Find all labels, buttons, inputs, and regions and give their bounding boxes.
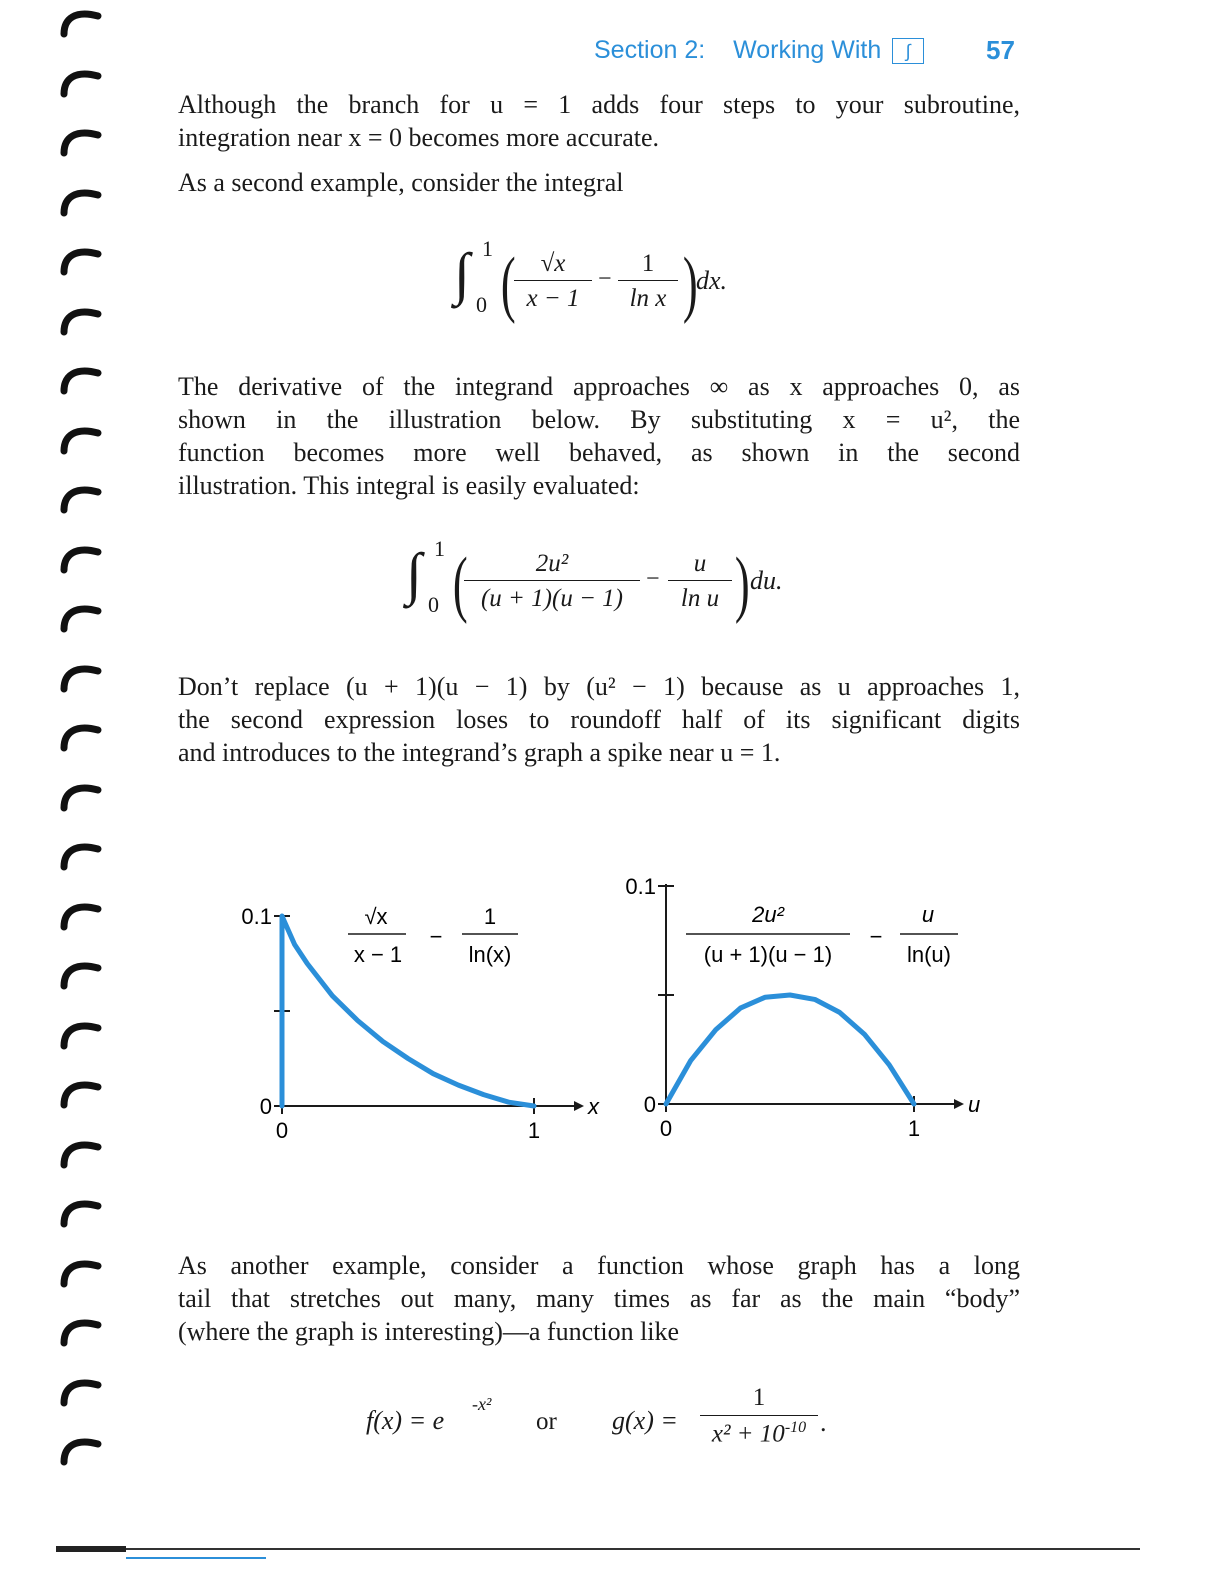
f-exponent: -x²: [472, 1394, 492, 1414]
binding-ring: [58, 482, 102, 512]
numerator-1: √x: [514, 250, 592, 281]
formula-minus: −: [869, 924, 883, 949]
binding-ring: [58, 1256, 102, 1286]
bottom-rule: [56, 1548, 1140, 1550]
upper-limit: 1: [434, 536, 445, 561]
numerator-2: u: [668, 550, 732, 581]
p5-line-1: As another example, consider a function whose graph has a long: [178, 1251, 1020, 1280]
formula-denominator-2: ln(u): [906, 942, 952, 967]
binding-ring: [58, 720, 102, 750]
x-axis-label: x: [588, 1094, 599, 1119]
integral-sign: ∫: [454, 241, 470, 306]
minus-sign: −: [646, 566, 660, 592]
g-definition: g(x) =: [612, 1406, 678, 1435]
numerator-1: 2u²: [464, 550, 640, 581]
binding-ring: [58, 363, 102, 393]
or-word: or: [536, 1408, 557, 1435]
chart-integrand-u: [610, 860, 990, 1150]
g-denominator-exponent: -10: [784, 1419, 807, 1436]
right-paren: ): [734, 543, 750, 625]
denominator-1: (u + 1)(u − 1): [480, 585, 624, 612]
x-axis-arrow: [574, 1101, 584, 1111]
lower-limit: 0: [476, 292, 487, 317]
paragraph-4: [178, 670, 1020, 769]
x-tick-label: 0: [275, 1118, 289, 1143]
y-tick-label: 0: [643, 1092, 656, 1117]
formula-minus: −: [429, 924, 443, 949]
binding-ring: [58, 839, 102, 869]
x-tick-label: 0: [659, 1116, 673, 1141]
binding-ring: [58, 1315, 102, 1345]
lower-limit: 0: [428, 592, 439, 617]
denominator-1: x − 1: [526, 285, 580, 312]
right-paren: ): [682, 243, 698, 325]
binding-ring: [58, 899, 102, 929]
binding-ring: [58, 1434, 102, 1464]
y-tick-label: 0.1: [625, 874, 656, 899]
binding-ring: [58, 1375, 102, 1405]
denominator-2: ln x: [629, 285, 667, 312]
bottom-accent: [126, 1557, 266, 1559]
integrate-key-icon: [892, 38, 924, 64]
binding-ring: [58, 125, 102, 155]
formula-numerator-1: √x: [364, 904, 388, 929]
g-period: .: [820, 1408, 827, 1437]
series-curve: [666, 995, 914, 1104]
section-title: Working With: [733, 36, 882, 64]
p5-line-2: tail that stretches out many, many times as far as the main “body”: [178, 1284, 1020, 1313]
binding-ring: [58, 1137, 102, 1167]
formula-numerator-1: 2u²: [752, 902, 784, 927]
binding-ring: [58, 1196, 102, 1226]
section-label: Section 2:: [594, 36, 706, 64]
fraction-1: [514, 250, 592, 313]
x-tick-label: 1: [907, 1116, 921, 1141]
function-examples: [366, 1384, 846, 1464]
binding-ring: [58, 1018, 102, 1048]
differential: du.: [750, 566, 783, 595]
binding-ring: [58, 185, 102, 215]
integral-equation-1: [452, 236, 752, 326]
upper-limit: 1: [482, 236, 493, 261]
chart-integrand-x: [200, 860, 599, 1150]
paragraph-2: [178, 166, 1020, 199]
paragraph-5: [178, 1249, 1020, 1348]
g-numerator: 1: [700, 1384, 818, 1416]
g-denominator: [700, 1416, 818, 1448]
binding-ring: [58, 6, 102, 36]
binding-ring: [58, 601, 102, 631]
running-header: [594, 36, 924, 65]
f-definition: f(x) = e: [366, 1406, 445, 1435]
binding-ring: [58, 423, 102, 453]
p4-line-1: Don’t replace (u + 1)(u − 1) by (u² − 1) because as u approaches 1,: [178, 672, 1020, 701]
p3-line-1: The derivative of the integrand approaches ∞ as x approaches 0, as: [178, 372, 1020, 401]
x-tick-label: 1: [527, 1118, 541, 1143]
p2-line-1: As a second example, consider the integral: [178, 168, 624, 197]
p3-line-3: function becomes more well behaved, as shown in the second: [178, 438, 1020, 467]
formula-numerator-2: 1: [483, 904, 497, 929]
binding-ring: [58, 542, 102, 572]
left-paren: (: [452, 543, 468, 625]
x-axis-label: u: [968, 1092, 981, 1117]
binding-ring: [58, 1077, 102, 1107]
fraction-2: [618, 250, 678, 313]
binding-ring: [58, 661, 102, 691]
g-denominator-base: x² + 10: [711, 1420, 785, 1448]
formula-denominator-1: x − 1: [353, 942, 403, 967]
formula-numerator-2: u: [921, 902, 935, 927]
chart-formula: [686, 902, 958, 967]
integral-equation-2: [404, 536, 804, 626]
p3-line-2: shown in the illustration below. By substituting x = u², the: [178, 405, 1020, 434]
binding-ring: [58, 780, 102, 810]
paragraph-1: [178, 88, 1020, 154]
binding-ring: [58, 304, 102, 334]
p4-line-2: the second expression loses to roundoff half of its significant digits: [178, 705, 1020, 734]
integrate-key-glyph: ∫: [905, 41, 911, 62]
page-number: 57: [986, 35, 1015, 65]
p1-line-1: Although the branch for u = 1 adds four steps to your subroutine,: [178, 90, 1020, 119]
fraction-2: [668, 550, 732, 613]
left-paren: (: [500, 243, 516, 325]
chart-formula: [348, 904, 518, 967]
paragraph-3: [178, 370, 1020, 502]
x-axis-arrow: [954, 1099, 964, 1109]
binding-ring: [58, 244, 102, 274]
p3-line-4: illustration. This integral is easily evaluated:: [178, 471, 640, 500]
formula-denominator-1: (u + 1)(u − 1): [703, 942, 833, 967]
differential: dx.: [696, 266, 728, 295]
integral-sign: ∫: [406, 541, 422, 606]
denominator-2: ln u: [680, 585, 720, 612]
p4-line-3: and introduces to the integrand’s graph a spike near u = 1.: [178, 738, 781, 767]
formula-denominator-2: ln(x): [468, 942, 512, 967]
binding-ring: [58, 66, 102, 96]
p5-line-3: (where the graph is interesting)—a function like: [178, 1317, 680, 1346]
numerator-2: 1: [618, 250, 678, 281]
fraction-1: [464, 550, 640, 613]
g-fraction: [700, 1384, 818, 1448]
minus-sign: −: [598, 266, 612, 292]
bottom-rule-thick: [56, 1546, 126, 1552]
p1-line-2: integration near x = 0 becomes more accurate.: [178, 123, 659, 152]
y-tick-label: 0: [259, 1094, 272, 1119]
y-tick-label: 0.1: [241, 904, 272, 929]
binding-ring: [58, 958, 102, 988]
